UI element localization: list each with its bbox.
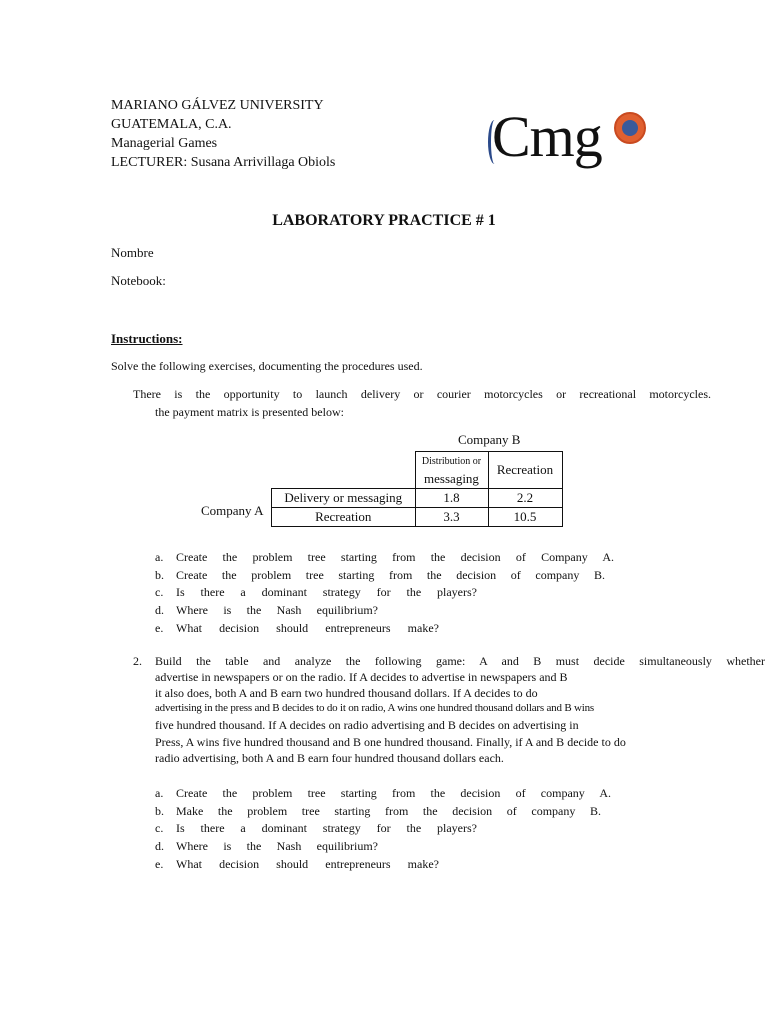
cell-r1c2: 2.2 (488, 489, 562, 508)
ex1-q-c-text: Is there a dominant strategy for the players? (176, 585, 477, 599)
ex1-q-d-letter: d. (155, 603, 164, 617)
exercise2-line5: five hundred thousand. If A decides on radio advertising and B decides on advertising in (155, 718, 579, 732)
ex1-q-b-text: Create the problem tree starting from the decision of company B. (176, 568, 605, 582)
ex2-q-c-text: Is there a dominant strategy for the players? (176, 821, 477, 835)
ex1-q-a-text: Create the problem tree starting from the decision of Company A. (176, 550, 614, 564)
notebook-label: Notebook: (111, 273, 166, 288)
logo-text: Cmg (492, 104, 602, 169)
ex1-q-d-text: Where is the Nash equilibrium? (176, 603, 378, 617)
row-label-recreation: Recreation (272, 508, 416, 527)
ex2-q-a-text: Create the problem tree starting from the decision of company A. (176, 786, 611, 800)
ex1-q-b-letter: b. (155, 568, 164, 582)
col-header-distribution-top: Distribution or (421, 456, 482, 467)
ex2-q-d-text: Where is the Nash equilibrium? (176, 839, 378, 853)
ex1-q-c-letter: c. (155, 585, 164, 599)
ex2-q-b-text: Make the problem tree starting from the decision of company B. (176, 804, 601, 818)
university-name: MARIANO GÁLVEZ UNIVERSITY (111, 98, 324, 113)
col-header-distribution-bottom: messaging (424, 471, 479, 486)
location: GUATEMALA, C.A. (111, 117, 232, 132)
lecturer-name: LECTURER: Susana Arrivillaga Obiols (111, 155, 336, 170)
cell-r2c2: 10.5 (488, 508, 562, 527)
ex1-q-e-text: What decision should entrepreneurs make? (176, 621, 439, 635)
page-title: LABORATORY PRACTICE # 1 (272, 212, 496, 229)
col-header-recreation: Recreation (488, 452, 562, 489)
company-a-label: Company A (201, 503, 264, 518)
row-label-delivery: Delivery or messaging (272, 489, 416, 508)
course-name: Managerial Games (111, 136, 218, 151)
company-b-label: Company B (458, 432, 521, 447)
exercise2-line3: it also does, both A and B earn two hundred thousand dollars. If A decides to do (155, 686, 538, 700)
col-header-distribution (415, 452, 488, 489)
name-label: Nombre (111, 245, 154, 260)
exercise1-intro-line1: There is the opportunity to launch delivery or courier motorcycles or recreational motorcycles. (133, 387, 711, 401)
cmg-logo (488, 104, 648, 178)
ex2-q-b-letter: b. (155, 804, 164, 818)
instructions-heading: Instructions: (111, 331, 183, 346)
exercise2-number: 2. (133, 654, 142, 668)
cell-r2c1: 3.3 (415, 508, 488, 527)
ex2-q-e-text: What decision should entrepreneurs make? (176, 857, 439, 871)
ex1-q-e-letter: e. (155, 621, 164, 635)
ex1-q-a-letter: a. (155, 550, 164, 564)
ex2-q-a-letter: a. (155, 786, 164, 800)
instructions-text: Solve the following exercises, documenting the procedures used. (111, 359, 423, 373)
exercise2-line4: advertising in the press and B decides to do it on radio, A wins one hundred thousand dollars and B wins (155, 702, 594, 714)
payoff-matrix (271, 451, 563, 527)
exercise2-line2: advertise in newspapers or on the radio. If A decides to advertise in newspapers and B (155, 670, 568, 684)
exercise2-line7: radio advertising, both A and B earn four hundred thousand dollars each. (155, 751, 504, 765)
ex2-q-e-letter: e. (155, 857, 164, 871)
matrix-corner (272, 452, 416, 489)
ex2-q-d-letter: d. (155, 839, 164, 853)
exercise2-line1: Build the table and analyze the following game: A and B must decide simultaneously whether (155, 654, 765, 668)
university-seal-icon (614, 112, 646, 144)
cell-r1c1: 1.8 (415, 489, 488, 508)
exercise1-intro-line2: the payment matrix is presented below: (155, 405, 344, 419)
exercise2-line6: Press, A wins five hundred thousand and B one hundred thousand. Finally, if A and B decide to do (155, 735, 626, 749)
ex2-q-c-letter: c. (155, 821, 164, 835)
